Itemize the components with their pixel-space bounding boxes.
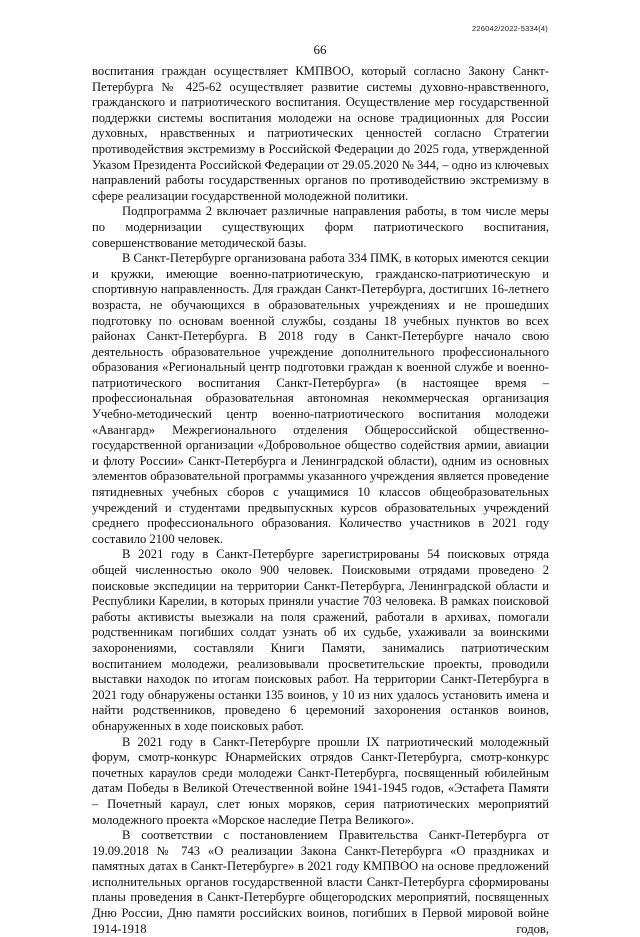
paragraph-patriotic-forum: В 2021 году в Санкт-Петербурге прошли IX патриотический молодежный форум, смотр-конкурс Юнармейских отрядов Санкт-Петербурга, смотр-конкурс почетных караулов среди молодежи Санкт-Петербурга, посвященный юбилейным датам Победы в Великой Отечественной войне 1941-1945 годов, «Эстафета Памяти – Почетный караул, слет юных моряков, серия патриотических мероприятий молодежного проекта «Морское наследие Петра Великого». — [92, 734, 549, 827]
paragraph-government-resolution: В соответствии с постановлением Правительства Санкт-Петербурга от 19.09.2018 № 743 «О реализации Закона Санкт-Петербурга «О праздниках и памятных датах в Санкт-Петербурге» в 2021 году КМПВОО на основе предложений исполнительных органов государственной власти Санкт-Петербурга сформированы планы проведения в Санкт-Петербурге общегородских мероприятий, посвященных Дню России, Дню памяти российских воинов, погибших в Первой мировой войне 1914-1918 годов, — [92, 828, 549, 936]
paragraph-search-units: В 2021 году в Санкт-Петербурге зарегистрированы 54 поисковых отряда общей численностью около 900 человек. Поисковыми отрядами проведено 2 поисковые экспедиции на территории Санкт-Петербурга, Ленинградской области и Республики Карелии, в которых приняли участие 703 человека. В рамках поисковой работы активисты выезжали на поля сражений, работали в архивах, помогали родственникам погибших солдат узнать об их судьбе, ухаживали за воинскими захоронениями, составляли Книги Памяти, занимались патриотическим воспитанием молодежи, реализовывали просветительские проекты, проводили выставки находок по итогам поисковых работ. На территории Санкт-Петербурга в 2021 году обнаружены останки 135 воинов, у 10 из них удалось установить имена и найти родственников, проведено 6 церемоний захоронения останков воинов, обнаруженных в ходе поисковых работ. — [92, 547, 549, 733]
paragraph-continuation: воспитания граждан осуществляет КМПВОО, который согласно Закону Санкт-Петербурга № 425-62 осуществляет развитие системы духовно-нравственного, гражданского и патриотического воспитания. Осуществление мер государственной поддержки системы воспитания молодежи на основе традиционных для России духовных, нравственных и патриотических ценностей согласно Стратегии противодействия экстремизму в Российской Федерации до 2025 года, утвержденной Указом Президента Российской Федерации от 29.05.2020 № 344, – одно из ключевых направлений работы государственных органов по противодействию экстремизму в сфере реализации государственной молодежной политики. — [92, 64, 549, 203]
paragraph-subprogram-2: Подпрограмма 2 включает различные направления работы, в том числе меры по модернизации существующих форм патриотического воспитания, совершенствование методической базы. — [92, 204, 549, 250]
paragraph-pmk-work: В Санкт-Петербурге организована работа 334 ПМК, в которых имеются секции и кружки, имеющие военно-патриотическую, гражданско-патриотическую и спортивную направленность. Для граждан Санкт-Петербурга, достигших 16-летнего возраста, не обучающихся в образовательных учреждениях и не прошедших подготовку по основам военной службы, созданы 18 учебных пунктов во всех районах Санкт-Петербурга. В 2018 году в Санкт-Петербурге начало свою деятельность образовательное учреждение дополнительного профессионального образования «Региональный центр подготовки граждан к военной службе и военно-патриотического воспитания Санкт-Петербурга» (в настоящее время – профессиональная образовательная автономная некоммерческая организация Учебно-методический центр военно-патриотического воспитания молодежи «Авангард» Межрегионального отделения Общероссийской общественно-государственной организации «Добровольное общество содействия армии, авиации и флоту России» Санкт-Петербурга и Ленинградской области), одним из основных элементов образовательной программы указанного учреждения является проведение пятидневных учебных сборов с учащимися 10 классов общеобразовательных учреждений и студентами предвыпускных курсов образовательных учреждений среднего профессионального образования. Количество участников в 2021 году составило 2100 человек. — [92, 251, 549, 546]
document-registration-number: 226042/2022-5334(4) — [472, 24, 548, 33]
document-body — [92, 64, 549, 937]
page-number: 66 — [313, 42, 327, 57]
